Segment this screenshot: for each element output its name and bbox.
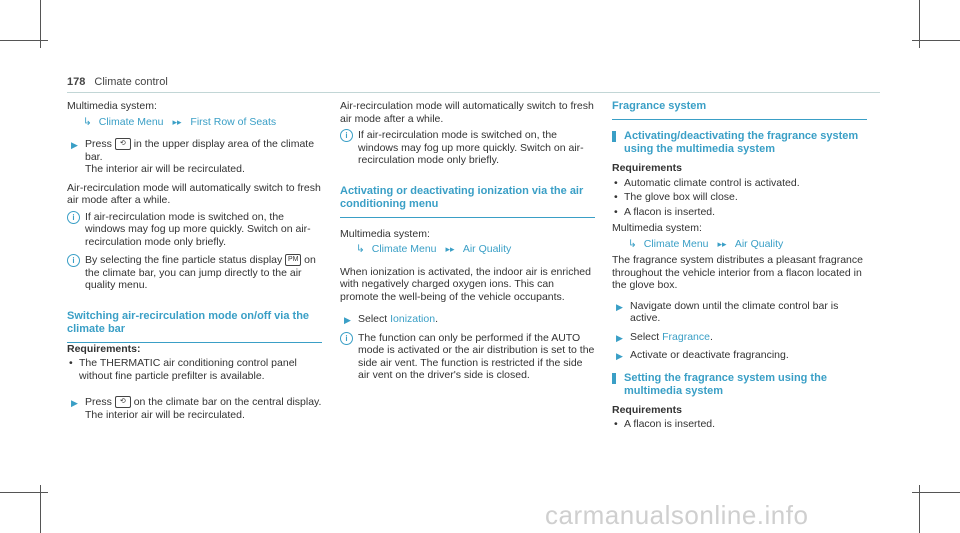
ionization-link[interactable]: Ionization	[390, 313, 436, 325]
crop-mark	[0, 492, 48, 493]
multimedia-label: Multimedia system:	[67, 100, 157, 112]
step-arrow-icon: ▶	[71, 398, 78, 408]
section-heading: Activating or deactivating ionization via the air conditioning menu	[340, 185, 595, 218]
paragraph: Air-recirculation mode will automatically switch to fresh air mode after a while.	[340, 100, 594, 125]
multimedia-label: Multimedia system:	[612, 222, 702, 234]
menu-path	[83, 116, 322, 129]
paragraph: The fragrance system distributes a pleasant fragrance throughout the vehicle interior from a flacon located in the glove box.	[612, 254, 863, 291]
fine-particle-icon: PM	[285, 254, 301, 266]
double-chevron-icon: ▸▸	[445, 244, 455, 254]
menu-arrow-icon: ↳	[83, 115, 92, 128]
step-press: ▶ Press ⟲ in the upper display area of the climate bar. The interior air will be recirculated.	[71, 138, 315, 175]
step-result: The interior air will be recirculated.	[85, 163, 245, 175]
paragraph: Air-recirculation mode will automatically switch to fresh air mode after a while.	[67, 181, 321, 206]
note: i By selecting the fine particle status display PM on the climate bar, you can jump directly to the air quality menu.	[67, 254, 322, 292]
column-2	[340, 100, 595, 388]
step-navigate: ▶ Navigate down until the climate control bar is active.	[616, 299, 839, 324]
info-icon: i	[340, 129, 353, 142]
requirements-label: Requirements	[612, 403, 683, 416]
step-activate: ▶ Activate or deactivate fragrancing.	[616, 349, 789, 361]
page-number: 178	[67, 76, 86, 88]
subsection-heading: Activating/deactivating the fragrance system using the multimedia system	[612, 130, 867, 156]
column-1	[67, 100, 322, 427]
menu-item-first-row[interactable]: First Row of Seats	[190, 115, 277, 128]
requirements-label: Requirements	[612, 162, 683, 174]
step-select: ▶ Select Fragrance.	[616, 330, 713, 343]
note: i If air-recirculation mode is switched on, the windows may fog up more quickly. Switch on air-recirculation mode only briefly.	[340, 129, 595, 167]
requirement-item: • Automatic climate control is activated.	[614, 176, 800, 189]
multimedia-label: Multimedia system:	[340, 227, 430, 240]
step-result: The interior air will be recirculated.	[85, 408, 245, 421]
menu-item-climate[interactable]: Climate Menu	[643, 237, 709, 250]
fragrance-link[interactable]: Fragrance	[662, 330, 710, 343]
recirculation-icon: ⟲	[115, 138, 131, 150]
section-heading: Fragrance system	[612, 100, 867, 120]
page-title: Climate control	[94, 76, 168, 88]
menu-path	[628, 238, 867, 251]
menu-item-air-quality[interactable]: Air Quality	[734, 237, 784, 250]
crop-mark	[912, 40, 960, 41]
page-header	[67, 76, 168, 88]
menu-item-climate[interactable]: Climate Menu	[98, 115, 164, 128]
info-icon: i	[340, 332, 353, 345]
section-heading: Switching air-recirculation mode on/off via the climate bar	[67, 310, 322, 343]
requirements-label: Requirements:	[67, 342, 141, 355]
step-select: ▶ Select Ionization.	[344, 313, 438, 325]
crop-mark	[0, 40, 48, 41]
step-arrow-icon: ▶	[616, 301, 623, 312]
info-icon: i	[67, 211, 80, 224]
info-icon: i	[67, 254, 80, 267]
paragraph: When ionization is activated, the indoor air is enriched with negatively charged oxygen ions. This can promote the well-being of the vehicle occupants.	[340, 265, 591, 303]
menu-path	[356, 243, 595, 256]
crop-mark	[912, 492, 960, 493]
requirement-item: • A flacon is inserted.	[614, 418, 716, 430]
subsection-heading: Setting the fragrance system using the multimedia system	[612, 372, 867, 398]
note: i The function can only be performed if the AUTO mode is activated or the air distribution is set to the side air vent. The function is restricted if the side air vent on the driver's side is closed.	[340, 332, 595, 382]
menu-item-climate[interactable]: Climate Menu	[371, 243, 437, 255]
note: i If air-recirculation mode is switched on, the windows may fog up more quickly. Switch on air-recirculation mode only briefly.	[67, 211, 322, 249]
menu-item-air-quality[interactable]: Air Quality	[462, 243, 512, 255]
step-arrow-icon: ▶	[616, 332, 623, 343]
watermark: carmanualsonline.info	[545, 500, 809, 530]
requirement-item: • The glove box will close.	[614, 191, 738, 203]
recirculation-icon: ⟲	[115, 396, 131, 408]
header-rule	[67, 92, 880, 93]
double-chevron-icon: ▸▸	[172, 116, 182, 127]
step-arrow-icon: ▶	[344, 315, 351, 325]
requirement-item: • A flacon is inserted.	[614, 205, 716, 218]
menu-arrow-icon: ↳	[356, 243, 365, 255]
menu-arrow-icon: ↳	[628, 237, 637, 250]
requirement-item: • The THERMATIC air conditioning control panel without fine particle prefilter is available.	[69, 357, 297, 382]
step-press: ▶ Press ⟲ on the climate bar on the central display. The interior air will be recirculated.	[71, 396, 322, 421]
column-3	[612, 100, 867, 433]
double-chevron-icon: ▸▸	[717, 238, 727, 249]
step-arrow-icon: ▶	[71, 140, 78, 150]
step-arrow-icon: ▶	[616, 351, 623, 361]
